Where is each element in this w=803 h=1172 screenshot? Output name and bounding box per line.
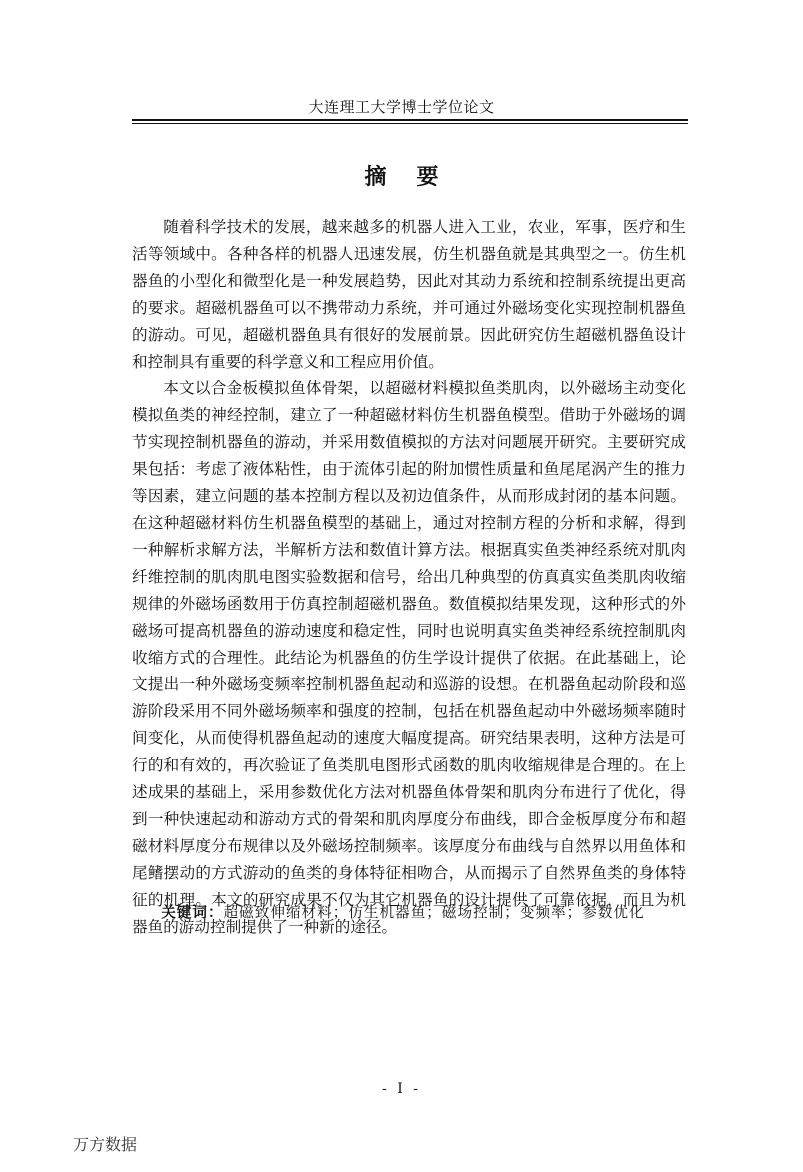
- header-rule-thin: [132, 123, 688, 124]
- abstract-title: 摘要: [364, 164, 469, 190]
- source-watermark: 万方数据: [73, 1135, 138, 1154]
- abstract-paragraph-2: 本文以合金板模拟鱼体骨架，以超磁材料模拟鱼类肌肉，以外磁场主动变化模拟鱼类的神经控制，建立了一种超磁材料仿生机器鱼模型。借助于外磁场的调节实现控制机器鱼的游动，并采用数值模拟的方法对问题展开研究。主要研究成果包括：考虑了液体粘性，由于流体引起的附加惯性质量和鱼尾尾涡产生的推力等因素，建立问题的基本控制方程以及初边值条件，从而形成封闭的基本问题。在这种超磁材料仿生机器鱼模型的基础上，通过对控制方程的分析和求解，得到一种解析求解方法，半解析方法和数值计算方法。根据真实鱼类神经系统对肌肉纤维控制的肌肉肌电图实验数据和信号，给出几种典型的仿真真实鱼类肌肉收缩规律的外磁场函数用于仿真控制超磁机器鱼。数值模拟结果发现，这种形式的外磁场可提高机器鱼的游动速度和稳定性，同时也说明真实鱼类神经系统控制肌肉收缩方式的合理性。此结论为机器鱼的仿生学设计提供了依据。在此基础上，论文提出一种外磁场变频率控制机器鱼起动和巡游的设想。在机器鱼起动阶段和巡游阶段采用不同外磁场频率和强度的控制，包括在机器鱼起动中外磁场频率随时间变化，从而使得机器鱼起动的速度大幅度提高。研究结果表明，这种方法是可行的和有效的，再次验证了鱼类肌电图形式函数的肌肉收缩规律是合理的。在上述成果的基础上，采用参数优化方法对机器鱼体骨架和肌肉分布进行了优化，得到一种快速起动和游动方式的骨架和肌肉厚度分布曲线，即合金板厚度分布和超磁材料厚度分布规律以及外磁场控制频率。该厚度分布曲线与自然界以用鱼体和尾鳍摆动的方式游动的鱼类的身体特征相吻合，从而揭示了自然界鱼类的身体特征的机理。本文的研究成果不仅为其它机器鱼的设计提供了可靠依据，而且为机器鱼的游动控制提供了一种新的途径。: [132, 379, 686, 936]
- running-header: 大连理工大学博士学位论文: [308, 98, 495, 116]
- keywords-text: 超磁致伸缩材料；仿生机器鱼；磁场控制；变频率；参数优化: [223, 904, 645, 921]
- abstract-paragraph-1: 随着科学技术的发展，越来越多的机器人进入工业，农业，军事，医疗和生活等领域中。各种各样的机器人迅速发展，仿生机器鱼就是其典型之一。仿生机器鱼的小型化和微型化是一种发展趋势，因此对其动力系统和控制系统提出更高的要求。超磁机器鱼可以不携带动力系统，并可通过外磁场变化实现控制机器鱼的游动。可见，超磁机器鱼具有很好的发展前景。因此研究仿生超磁机器鱼设计和控制具有重要的科学意义和工程应用价值。: [132, 218, 686, 371]
- keywords-line: [132, 900, 692, 926]
- page-number: - I -: [382, 1081, 421, 1097]
- keywords-label: 关键词：: [161, 904, 224, 921]
- abstract-body: [132, 214, 686, 940]
- header-rule-thick: [132, 119, 688, 121]
